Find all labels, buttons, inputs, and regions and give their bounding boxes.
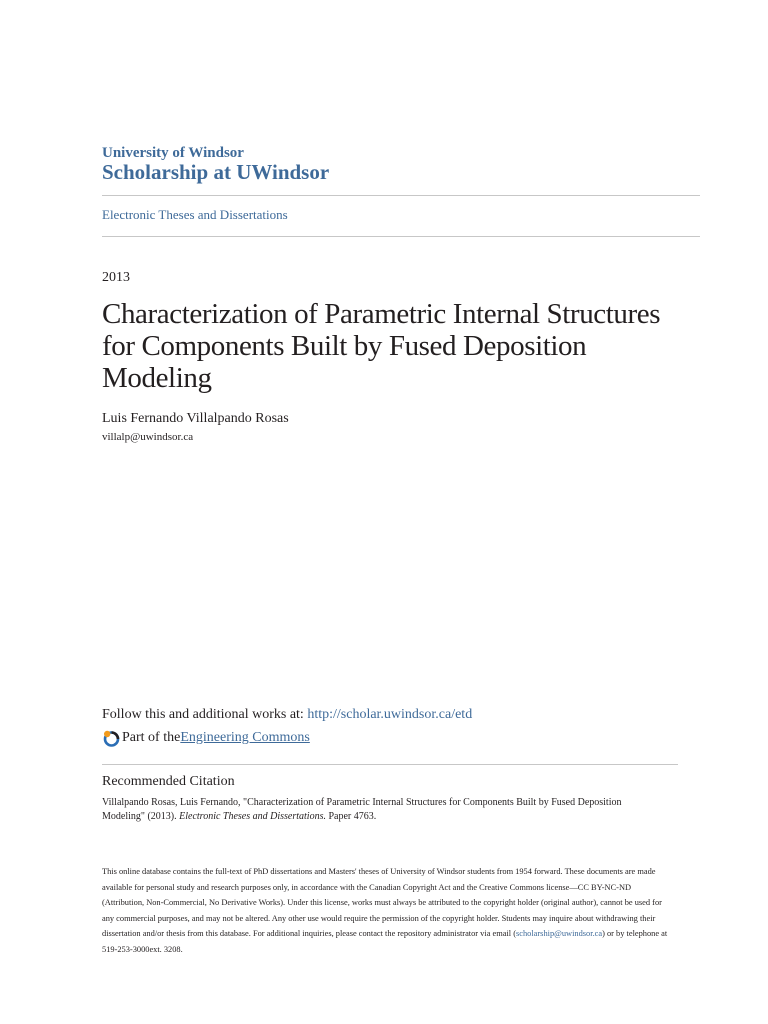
repository-name[interactable]: Scholarship at UWindsor	[102, 160, 330, 184]
part-of-label: Part of the	[122, 730, 181, 745]
engineering-commons-link[interactable]: Engineering Commons	[180, 730, 310, 745]
copyright-notice	[102, 864, 672, 958]
citation-body: Villalpando Rosas, Luis Fernando, "Characterization of Parametric Internal Structures for Components Built by Fused Deposition Modeling" (2013).	[102, 797, 622, 822]
follow-label: Follow this and additional works at:	[102, 707, 308, 722]
author-name: Luis Fernando Villalpando Rosas	[102, 411, 289, 426]
notice-text: This online database contains the full-text of PhD dissertations and Masters' theses of University of Windsor students from 1954 forward. These documents are made available for personal study and research purposes only, in accordance with the Canadian Copyright Act and the Creative Commons license—CC BY-NC-ND (Attribution, Non-Commercial, No Derivative Works). Under this license, works must always be attributed to the copyright holder (original author), cannot be used for any commercial purposes, and may not be altered. Any other use would require the permission of the copyright holder. Students may inquire about withdrawing their dissertation and/or thesis from this database. For additional inquiries, please contact the repository administrator via email (	[102, 867, 662, 939]
citation-text	[102, 796, 662, 823]
citation-paper: Paper 4763.	[325, 810, 377, 822]
publication-year: 2013	[102, 270, 130, 285]
part-of-line	[102, 729, 310, 747]
divider	[102, 195, 700, 196]
follow-line	[102, 707, 472, 723]
citation-heading: Recommended Citation	[102, 774, 235, 789]
divider	[102, 236, 700, 237]
bepress-commons-icon	[102, 729, 120, 747]
notice-text-end: ) or by telephone at 519-253-3000ext. 3208.	[102, 929, 668, 954]
citation-series: Electronic Theses and Dissertations.	[179, 810, 326, 822]
contact-email-link[interactable]: scholarship@uwindsor.ca	[516, 929, 603, 939]
collection-link[interactable]: Electronic Theses and Dissertations	[102, 207, 288, 222]
divider	[102, 764, 678, 765]
document-title: Characterization of Parametric Internal Structures for Components Built by Fused Deposition Modeling	[102, 298, 661, 394]
follow-url-link[interactable]: http://scholar.uwindsor.ca/etd	[307, 707, 473, 722]
author-email: villalp@uwindsor.ca	[102, 431, 194, 443]
university-name[interactable]: University of Windsor	[102, 145, 244, 161]
